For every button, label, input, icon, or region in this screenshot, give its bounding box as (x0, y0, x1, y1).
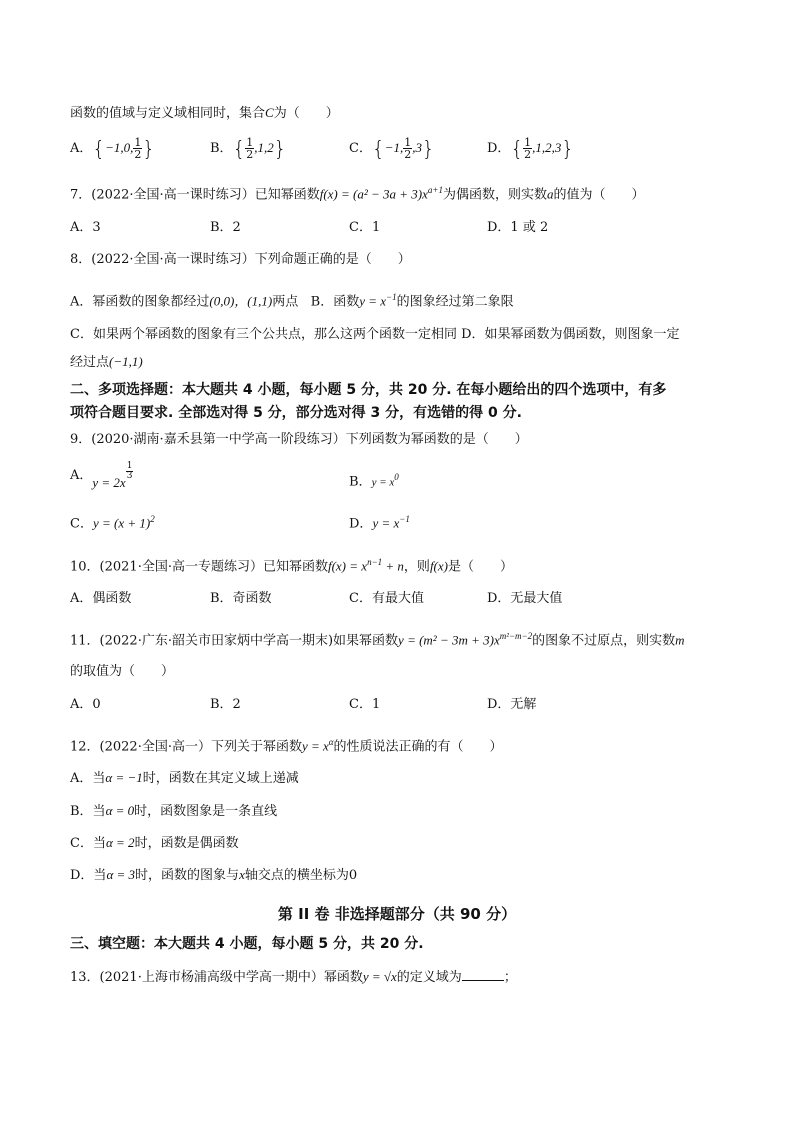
q7-option-a: A．3 (70, 220, 101, 235)
q11-stem-cont: 的取值为（ ） (70, 664, 175, 679)
q7-option-c: C．1 (349, 220, 381, 235)
q11-option-c: C．1 (349, 697, 381, 712)
part-2-title: 第 II 卷 非选择题部分（共 90 分） (277, 905, 517, 923)
q8-option-cd: C．如果两个幂函数的图象有三个公共点，那么这两个函数一定相同 D．如果幂函数为偶函数，则图象一定 (70, 327, 680, 342)
q10-option-c: C．有最大值 (349, 591, 424, 606)
q11-option-d: D．无解 (487, 697, 537, 712)
q8-stem: 8．(2022·全国·高一课时练习）下列命题正确的是（ ） (70, 252, 411, 267)
q13-stem: 13．(2021·上海市杨浦高级中学高一期中）幂函数y = √x的定义域为 ； (70, 969, 517, 985)
q9-option-b: B．$y = x^0$ (349, 472, 399, 490)
q12-option-d: D．当α = 3时，函数的图象与x轴交点的横坐标为0 (70, 867, 358, 883)
q9-option-c: C．$y = (x + 1)^2$ (70, 514, 155, 532)
q6-stem: 函数的值域与定义域相同时，集合C为（ ） (70, 105, 339, 121)
q11-stem: 11．(2022·广东·韶关市田家炳中学高一期末)如果幂函数$y = (m^2 - 3m + 3)x^{m^2-m-2}$的图象不过原点，则实数m (70, 631, 685, 649)
answer-blank[interactable] (462, 968, 504, 981)
q6-option-c: C．{−1, $\frac{1}{2}$ ,3} (349, 136, 435, 161)
q12-option-c: C．当α = 2时，函数是偶函数 (70, 835, 239, 851)
q12-stem: 12．(2022·全国·高一）下列关于幂函数$y = x^\alpha$的性质说法正确的有（ ） (70, 737, 503, 755)
q7-option-d: D．1 或 2 (487, 220, 549, 235)
q11-option-a: A．0 (70, 697, 101, 712)
q10-option-d: D．无最大值 (487, 591, 563, 606)
q11-option-b: B．2 (210, 697, 241, 712)
section-2-heading-cont: 项符合题目要求. 全部选对得 5 分，部分选对得 3 分，有选错的得 0 分. (70, 405, 522, 421)
q12-option-b: B．当α = 0时，函数图象是一条直线 (70, 803, 278, 819)
q8-option-d-cont: 经过点(−1,1) (70, 354, 143, 370)
q9-option-d: D．$y = x^{-1}$ (349, 514, 410, 532)
q6-option-a: A．{−1,0, $\frac{1}{2}$ } (70, 136, 156, 161)
q6-option-d: D．{ $\frac{1}{2}$ ,1,2,3} (487, 136, 575, 161)
q9-stem: 9．(2020·湖南·嘉禾县第一中学高一阶段练习）下列函数为幂函数的是（ ） (70, 432, 528, 447)
q10-stem: 10．(2021·全国·高一专题练习）已知幂函数$f(x) = x^{n-1} + n$，则f(x)是（ ） (70, 557, 513, 575)
q7-option-b: B．2 (210, 220, 241, 235)
q12-option-a: A．当α = −1时，函数在其定义域上递减 (70, 770, 299, 786)
section-2-heading: 二、多项选择题：本大题共 4 小题，每小题 5 分，共 20 分. 在每小题给出的四个选项中，有多 (70, 382, 667, 398)
q7-stem: 7．(2022·全国·高一课时练习）已知幂函数$f(x) = (a^2 - 3a + 3)x^{a+1}$为偶函数，则实数a的值为（ ） (70, 185, 645, 203)
q9-option-a: A．y = 2x $\frac{1}{3}$ (70, 461, 133, 490)
q8-option-ab: A．幂函数的图象都经过(0,0)，(1,1)两点 B．函数$y = x^{-1}$的图象经过第二象限 (70, 292, 514, 310)
q6-option-b: B．{ $\frac{1}{2}$ ,1,2} (210, 136, 287, 161)
q10-option-b: B．奇函数 (210, 591, 272, 606)
q10-option-a: A．偶函数 (70, 591, 132, 606)
section-3-heading: 三、填空题：本大题共 4 小题，每小题 5 分，共 20 分. (70, 936, 424, 952)
